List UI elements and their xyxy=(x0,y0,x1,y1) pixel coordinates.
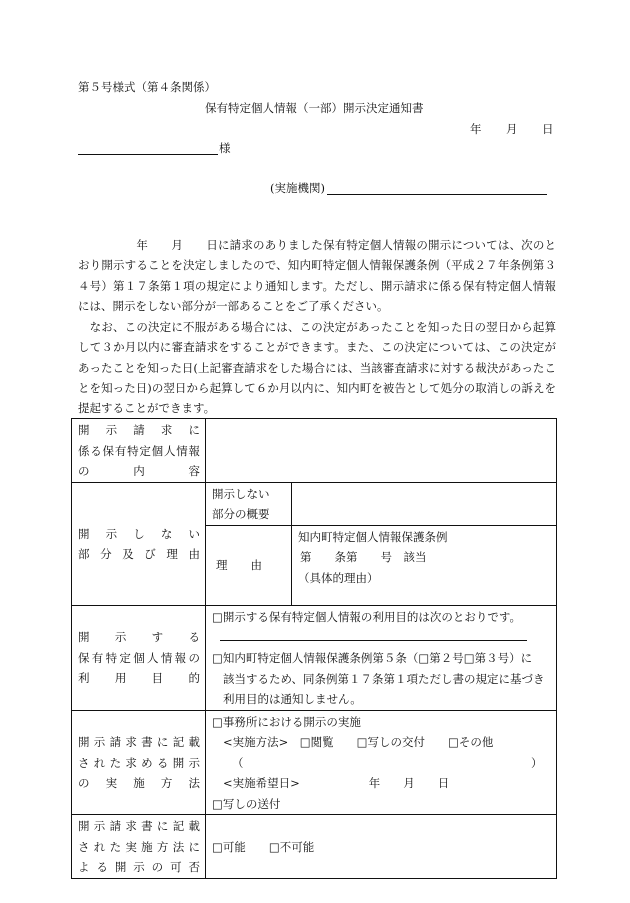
recipient-suffix: 様 xyxy=(219,141,231,155)
label-reason: 理 由 xyxy=(206,525,292,605)
agency-label: (実施機関) xyxy=(270,181,325,195)
label-purpose: 開示する 保有特定個人情報の 利用目的 xyxy=(72,605,206,710)
label-undisclosed-parts: 開示しない 部分及び理由 xyxy=(72,482,206,605)
value-reason: 知内町特定個人情報保護条例 第 条第 号 該当 （具体的理由） xyxy=(292,525,557,605)
table-row-purpose xyxy=(72,605,557,710)
form-number: 第５号様式（第４条関係） xyxy=(78,80,216,94)
table-row-request-content xyxy=(72,419,557,483)
table-row-feasibility xyxy=(72,815,557,879)
label-feasibility: 開示請求書に記載 された実施方法に よる開示の可否 xyxy=(72,815,206,879)
decision-table xyxy=(71,418,557,879)
value-purpose: □開示する保有特定個人情報の利用目的は次のとおりです。 □知内町特定個人情報保護条例第５条（□第２号□第３号）に 該当するため、同条例第１７条第１項ただし書の規定に基づき 利用目的は通知しません。 xyxy=(206,605,557,710)
date-line: 年 月 日 xyxy=(470,122,554,136)
value-method: □事務所における開示の実施 <実施方法> □閲覧 □写しの交付 □その他 （ ） <実施希望日> 年 月 日 □写しの送付 xyxy=(206,710,557,815)
table-row-method xyxy=(72,710,557,815)
agency-name-line xyxy=(327,194,547,195)
label-undisclosed-summary: 開示しない 部分の概要 xyxy=(206,482,292,525)
purpose-fill-line xyxy=(220,627,527,641)
value-feasibility: □可能 □不可能 xyxy=(206,815,557,879)
value-request-content xyxy=(206,419,557,483)
table-row-undisclosed-summary xyxy=(72,482,557,525)
body-paragraph-1: 年 月 日に請求のありました保有特定個人情報の開示については、次のとおり開示することを決定しましたので、知内町特定個人情報保護条例（平成２７年条例第３４号）第１７条第１項の規定により通知します。ただし、開示請求に係る保有特定個人情報には、開示をしない部分が一部あることをご了承ください。 xyxy=(78,238,556,313)
value-undisclosed-summary xyxy=(292,482,557,525)
document-title: 保有特定個人情報（一部）開示決定通知書 xyxy=(205,101,424,115)
label-method: 開示請求書に記載 された求める開示 の実施方法 xyxy=(72,710,206,815)
label-request-content: 開示請求に 係る保有特定個人情報 の内容 xyxy=(72,419,206,483)
recipient-name-line xyxy=(78,154,218,155)
body-paragraph-2: なお、この決定に不服がある場合には、この決定があったことを知った日の翌日から起算して３か月以内に審査請求をすることができます。また、この決定については、この決定があったことを知った日(上記審査請求をした場合には、当該審査請求に対する裁決があったことを知った日)の翌日から起算して６か月以内に、知内町を被告として処分の取消しの訴えを提起することができます。 xyxy=(78,320,556,416)
